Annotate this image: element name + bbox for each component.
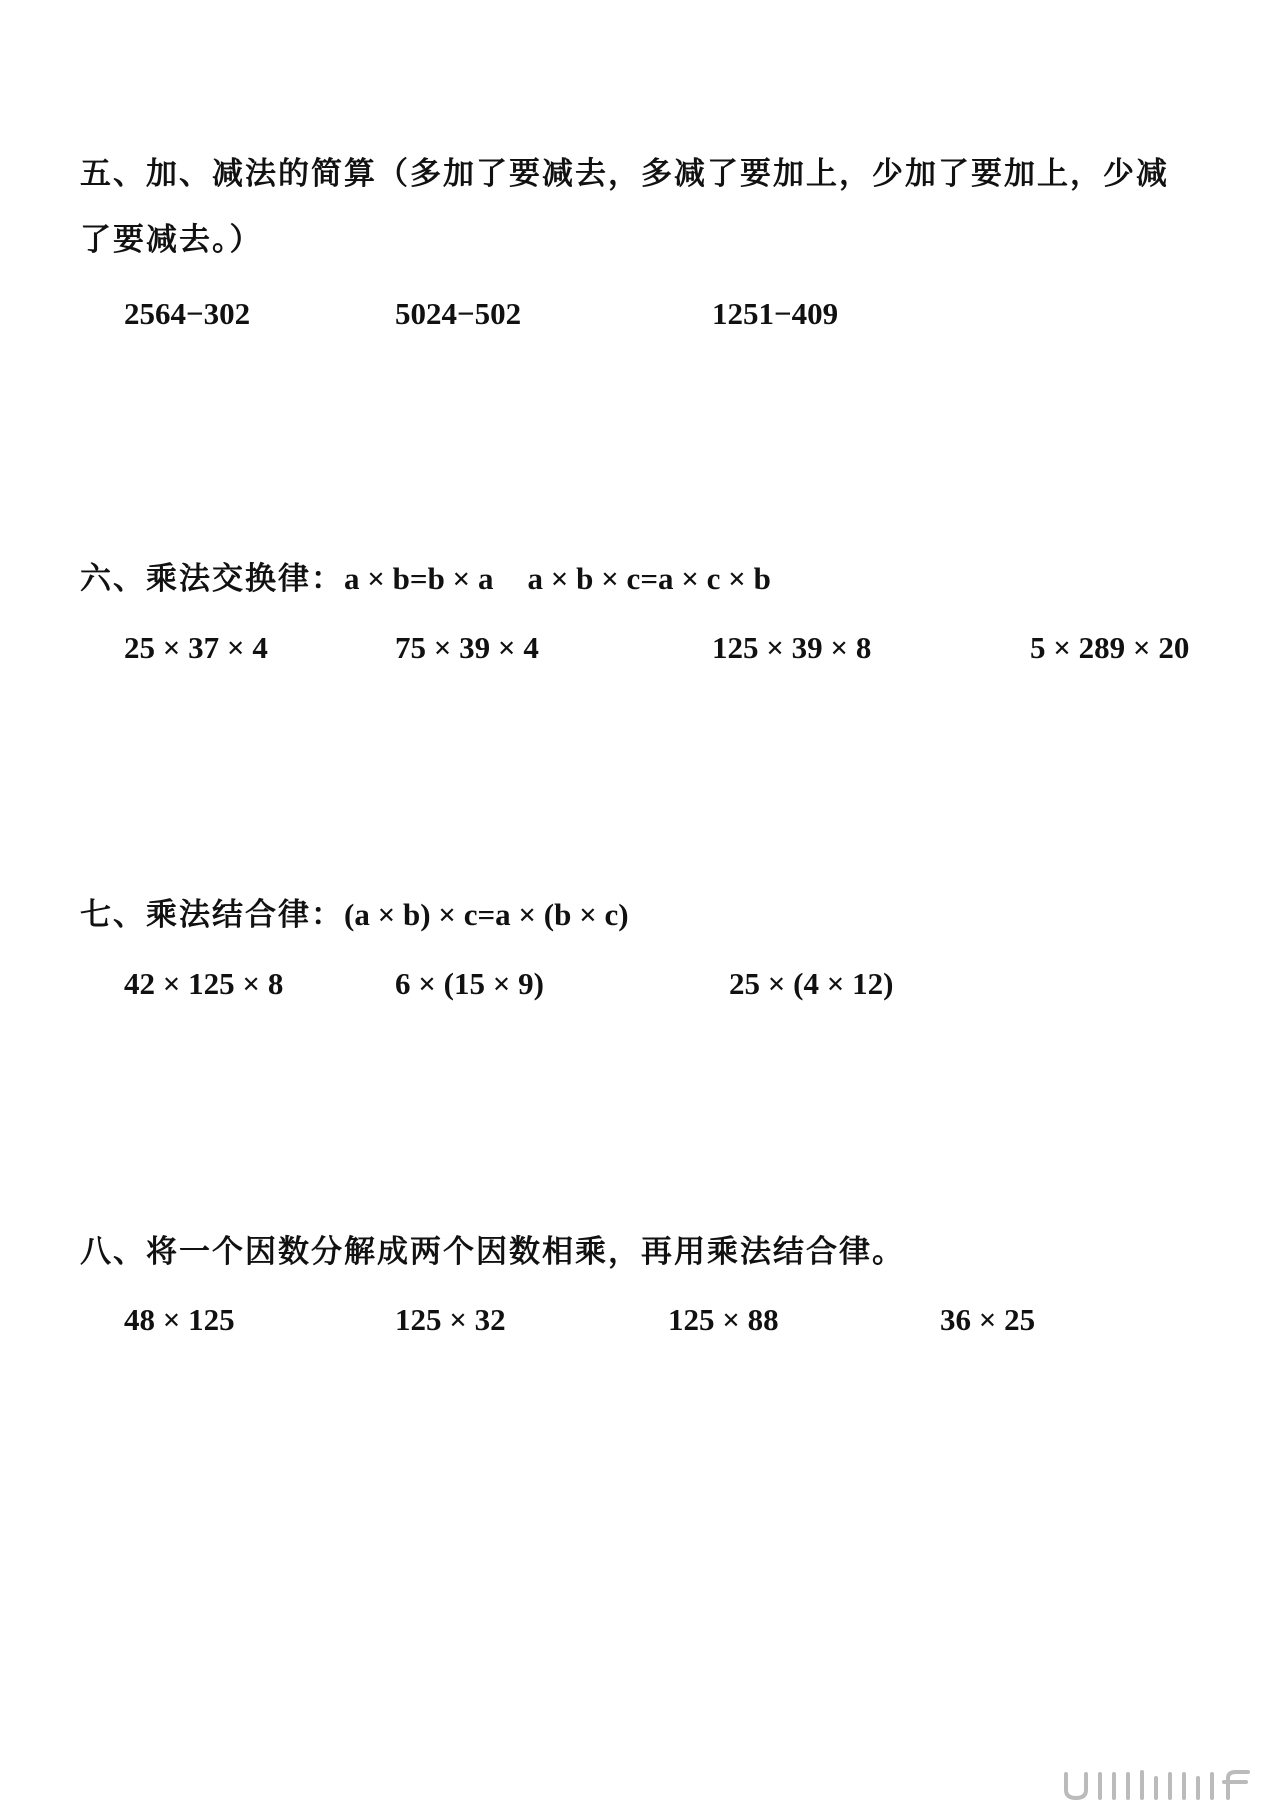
problem-8-2: 125 × 32 (395, 1302, 506, 1337)
problem-7-1: 42 × 125 × 8 (124, 966, 284, 1001)
section-7-heading-text: 七、乘法结合律： (80, 897, 344, 933)
problem-8-1: 48 × 125 (124, 1302, 235, 1337)
section-8-heading-text: 八、将一个因数分解成两个因数相乘，再用乘法结合律。 (80, 1234, 905, 1270)
section-6-heading (80, 546, 771, 612)
problem-8-3: 125 × 88 (668, 1302, 779, 1337)
problem-5-2: 5024−502 (395, 296, 522, 331)
section-5-heading-line2: 了要减去。） (80, 222, 263, 258)
section-5-heading (80, 141, 1169, 207)
problem-6-2: 75 × 39 × 4 (395, 630, 539, 665)
problem-7-2: 6 × (15 × 9) (395, 966, 544, 1001)
section-6-heading-text: 六、乘法交换律： (80, 561, 344, 597)
problem-8-4: 36 × 25 (940, 1302, 1036, 1337)
section-6-formula-1: a × b=b × a (344, 561, 494, 596)
problem-6-3: 125 × 39 × 8 (712, 630, 872, 665)
section-7-formula-1: (a × b) × c=a × (b × c) (344, 897, 629, 932)
section-6-formula-2: a × b × c=a × c × b (527, 561, 771, 596)
problem-7-3: 25 × (4 × 12) (729, 966, 894, 1001)
problem-5-1: 2564−302 (124, 296, 251, 331)
problem-6-4: 5 × 289 × 20 (1030, 630, 1190, 665)
section-5-heading-continued (80, 207, 263, 273)
problem-5-3: 1251−409 (712, 296, 839, 331)
watermark-logo-icon (1058, 1768, 1258, 1802)
section-8-heading (80, 1219, 905, 1285)
section-7-heading (80, 882, 629, 948)
section-5-heading-line1: 五、加、减法的简算（多加了要减去，多减了要加上，少加了要加上，少减 (80, 156, 1169, 192)
problem-6-1: 25 × 37 × 4 (124, 630, 268, 665)
